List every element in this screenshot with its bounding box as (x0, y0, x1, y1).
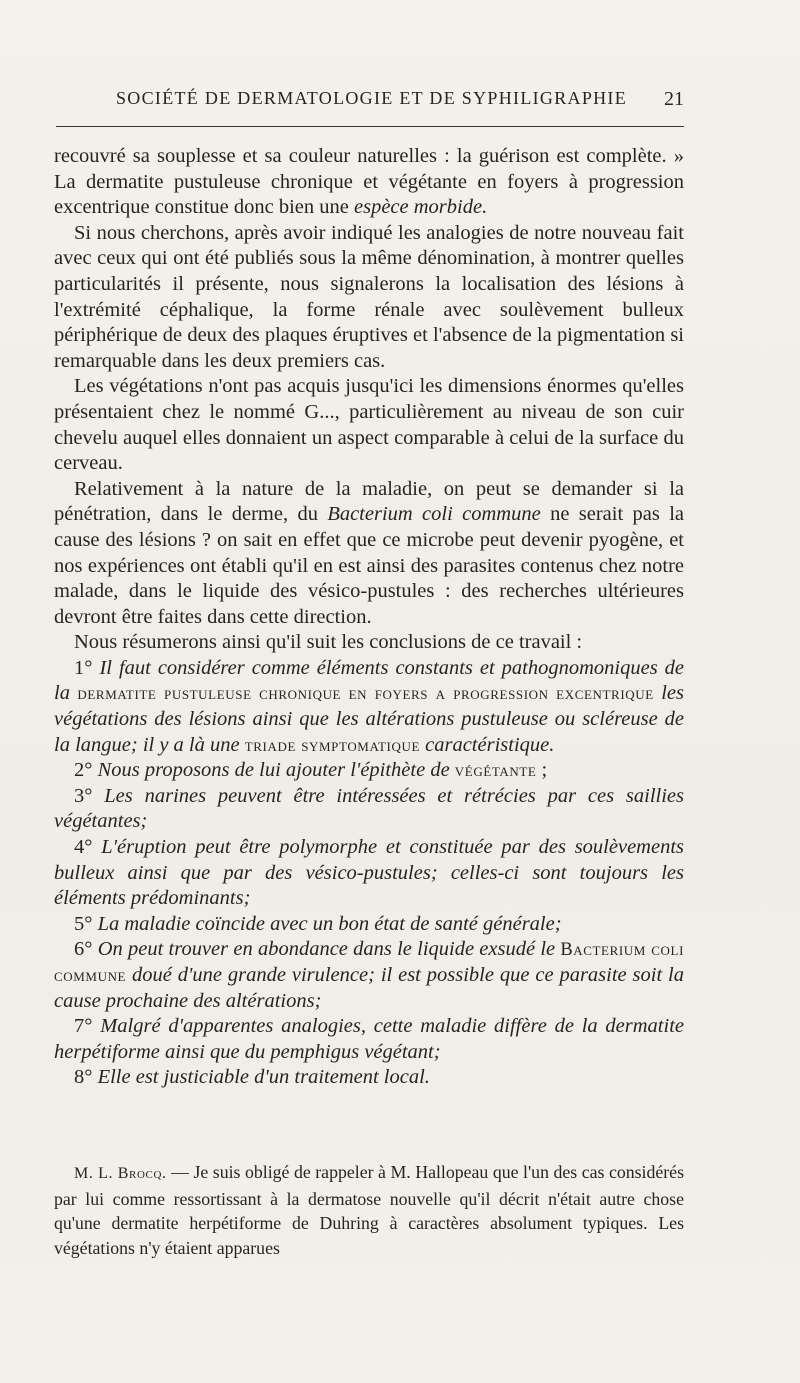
conclusion-4-text: L'éruption peut être polymorphe et constituée par des soulèvements bulleux ainsi que par des vésico-pustules; celles-ci sont toujours les éléments prédominants; (54, 836, 685, 910)
discussion-remark (54, 1160, 684, 1260)
paragraph-3: Les végétations n'ont pas acquis jusqu'ici les dimensions énormes qu'elles présentaient chez le nommé G..., particulièrement au niveau de son cuir chevelu auquel elles donnaient un aspect comparable à celui de la surface du cerveau. (54, 375, 684, 475)
conclusion-4 (54, 835, 684, 912)
body-text (54, 144, 684, 1091)
conclusion-4-number: 4° (74, 836, 102, 859)
paragraph-4-text-a: Relativement à la nature de la maladie, on peut se demander si la pénétration, dans le derme, du (54, 477, 684, 526)
conclusion-6-smallcaps: Bacterium coli commune (54, 939, 684, 985)
conclusion-6-number: 6° (74, 938, 98, 961)
running-title: SOCIÉTÉ DE DERMATOLOGIE ET DE SYPHILIGRAPHIE (116, 88, 628, 108)
paragraph-5: Nous résumerons ainsi qu'il suit les conclusions de ce travail : (74, 631, 583, 654)
discussion-text: — Je suis obligé de rappeler à M. Hallopeau que l'un des cas considérés par lui comme ressortissant à la dermatose nouvelle qu'il décrit n'était autre chose qu'une dermatite herpétiforme de Duhring à caractères absolument typiques. Les végétations n'y étaient apparues (54, 1162, 684, 1258)
conclusion-8-number: 8° (74, 1066, 98, 1089)
conclusion-2-smallcaps: végétante (454, 760, 537, 781)
paragraph-1 (54, 144, 684, 221)
conclusion-1-smallcaps-b: triade symptomatique (244, 734, 420, 755)
conclusion-5-text: La maladie coïncide avec un bon état de santé générale; (97, 912, 562, 935)
paragraph-2: Si nous cherchons, après avoir indiqué les analogies de notre nouveau fait avec ceux qui ont été publiés sous la même dénomination, à montrer quelles particularités il présente, nous signalerons la localisation des lésions à l'extrémité céphalique, la forme rénale avec soulèvement bulleux périphérique de deux des plaques éruptives et l'absence de la pigmentation si remarquable dans les deux premiers cas. (54, 221, 684, 372)
conclusion-5 (54, 912, 684, 938)
conclusion-2-text-a: Nous proposons de lui ajouter l'épithète de (97, 759, 455, 782)
conclusion-1-text-c: caractéristique. (420, 733, 555, 756)
conclusion-2-text-b: ; (536, 759, 548, 782)
conclusion-6-text-b: doué d'une grande virulence; il est possible que ce parasite soit la cause prochaine des altérations; (54, 964, 684, 1012)
conclusion-1 (54, 656, 684, 758)
conclusion-3-text: Les narines peuvent être intéressées et rétrécies par ces saillies végétantes; (54, 784, 684, 833)
conclusion-2-number: 2° (74, 759, 98, 782)
conclusion-1-smallcaps-a: dermatite pustuleuse chronique en foyers a progression excentrique (77, 683, 654, 704)
conclusion-8-text: Elle est justiciable d'un traitement local. (97, 1066, 430, 1089)
conclusion-1-text-b: les végétations des lésions ainsi que les altérations pustuleuse ou scléreuse de la langue; il y a là une (54, 682, 685, 756)
paragraph-4-text-b: ne serait pas la cause des lésions ? on sait en effet que ce microbe peut devenir pyogène, et nos expériences ont établi qu'il en est ainsi des parasites contenus chez notre malade, dans le liquide des vésico-pustules : des recherches ultérieures devront être faites dans cette direction. (54, 503, 684, 628)
paragraph-4-species: Bacterium coli commune (327, 503, 541, 526)
conclusion-7-number: 7° (74, 1015, 101, 1038)
conclusion-2 (54, 758, 684, 784)
running-header (54, 88, 684, 114)
conclusion-1-number: 1° (74, 656, 100, 679)
paragraph-1-text: recouvré sa souplesse et sa couleur naturelles : la guérison est complète. » La dermatite pustuleuse chronique et végétante en foyers à progression excentrique constitue donc bien une (54, 145, 684, 219)
conclusion-8 (54, 1065, 684, 1091)
paragraph-4 (54, 477, 684, 631)
conclusion-5-number: 5° (74, 912, 98, 935)
conclusion-3-number: 3° (74, 784, 105, 807)
conclusion-3 (54, 784, 684, 835)
header-rule (56, 126, 684, 127)
paragraph-1-emphasis: espèce morbide. (354, 196, 488, 219)
discussion-paragraph (54, 1160, 684, 1260)
speaker-name: M. L. Brocq. (74, 1165, 167, 1182)
page-number: 21 (664, 88, 684, 110)
conclusion-6 (54, 937, 684, 1014)
conclusion-7-text: Malgré d'apparentes analogies, cette maladie diffère de la dermatite herpétiforme ainsi que du pemphigus végétant; (54, 1015, 684, 1063)
conclusion-1-text-a: Il faut considérer comme éléments constants et pathognomoniques de la (54, 656, 685, 705)
conclusion-6-text-a: On peut trouver en abondance dans le liquide exsudé le (97, 938, 561, 961)
conclusion-7 (54, 1014, 684, 1065)
